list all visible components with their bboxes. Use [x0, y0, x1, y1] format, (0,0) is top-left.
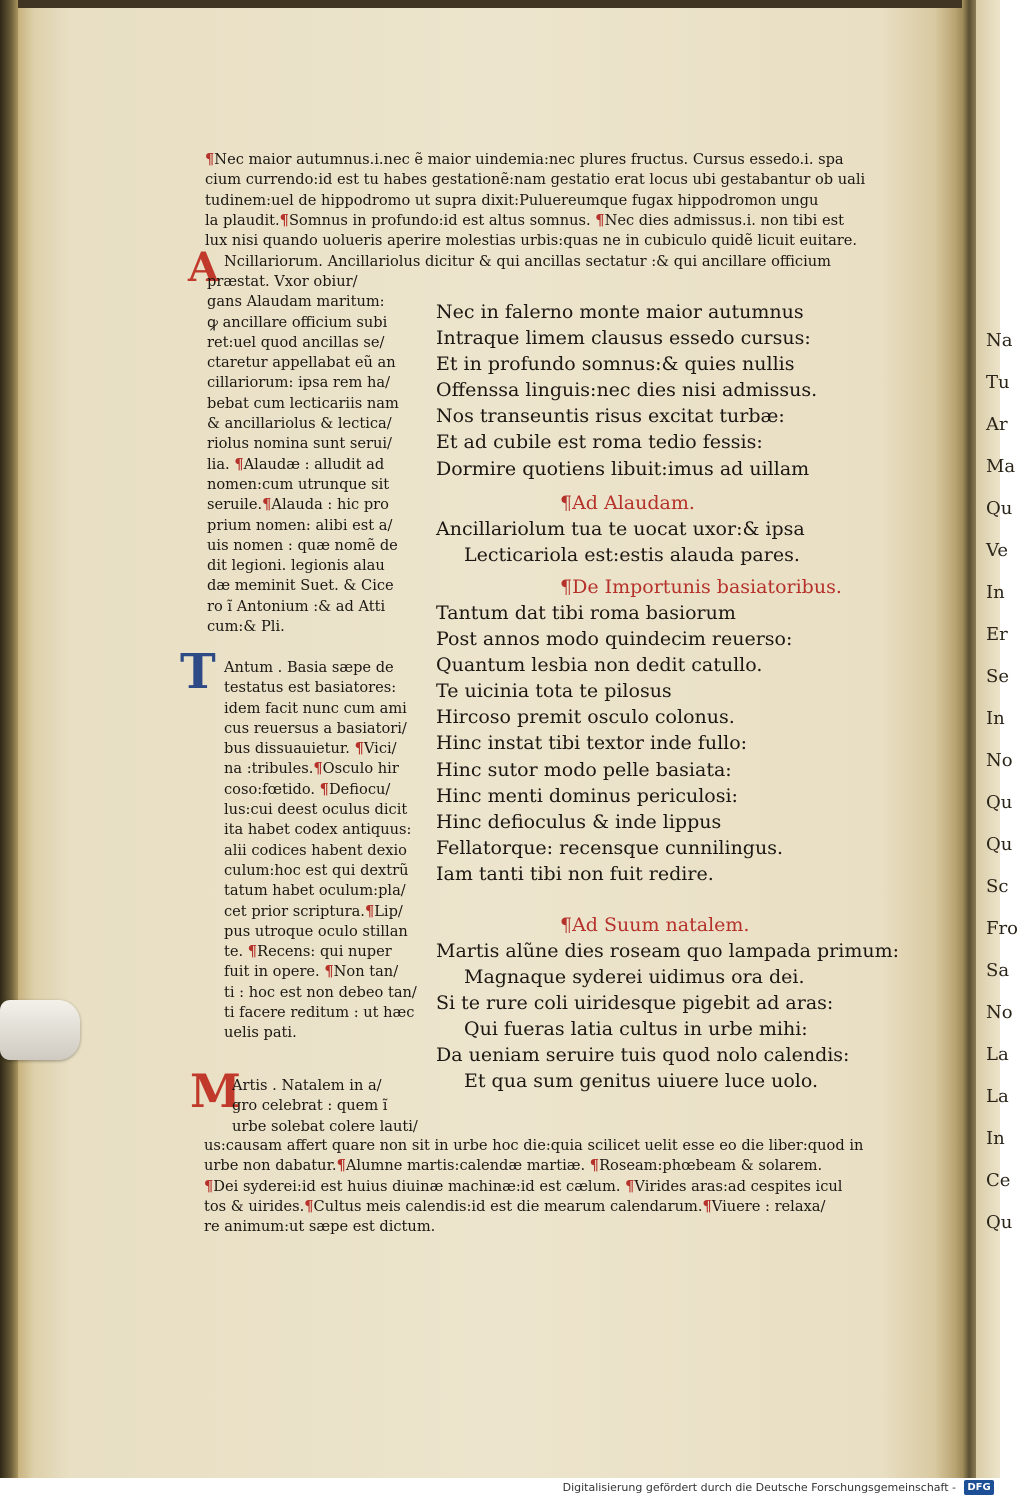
commentary-top: [205, 150, 865, 251]
commentary-ancillariorum: Ncillariorum. Ancillariolus dicitur & qui ancillas sectatur :& qui ancillare officium: [224, 253, 831, 270]
facing-page-fragment: La: [986, 1044, 1009, 1065]
commentary-line: idem facit nunc cum ami: [224, 699, 407, 717]
verse-line: Hircoso premit osculo colonus.: [436, 706, 735, 729]
commentary-line: bus dissuauietur. ¶Vici/: [224, 740, 397, 758]
facing-page-fragment: Qu: [986, 498, 1013, 519]
commentary-line: nomen:cum utrunque sit: [207, 475, 390, 493]
facing-page-fragment: Er: [986, 624, 1008, 645]
paragraph-mark: ¶: [247, 943, 258, 961]
commentary-line: cus reuersus a basiatori/: [224, 719, 407, 737]
commentary-left-1: [207, 272, 399, 637]
facing-page-fragment: In: [986, 1128, 1005, 1149]
commentary-line: seruile.¶Alauda : hic pro: [207, 496, 389, 514]
commentary-line: tos & uirides.¶Cultus meis calendis:id est die mearum calendarum.¶Viuere : relaxa/: [204, 1197, 826, 1215]
commentary-line: ctaretur appellabat eũ an: [207, 354, 396, 372]
verse-line: Quantum lesbia non dedit catullo.: [436, 654, 763, 677]
commentary-line: testatus est basiatores:: [224, 679, 397, 697]
commentary-line: uelis pati.: [224, 1024, 297, 1042]
verse-line: Te uicinia tota te pilosus: [436, 680, 672, 703]
commentary-line: cium currendo:id est tu habes gestationẽ:nam gestatio erat locus ubi gestabantur ob uali: [205, 171, 866, 189]
facing-page-fragment: Ve: [986, 540, 1008, 561]
verse-line: Et in profundo somnus:& quies nullis: [436, 353, 795, 376]
verse-line: Et ad cubile est roma tedio fessis:: [436, 431, 763, 454]
commentary-line: urbe solebat colere lauti/: [232, 1117, 418, 1135]
paragraph-mark: ¶: [625, 1177, 635, 1195]
commentary-line: coso:fœtido. ¶Defiocu/: [224, 780, 391, 798]
commentary-line: pus utroque oculo stillan: [224, 922, 408, 940]
top-edge: [0, 0, 1000, 8]
commentary-line: cet prior scriptura.¶Lip/: [224, 902, 403, 920]
facing-page-fragment: Sc: [986, 876, 1009, 897]
paragraph-mark: ¶: [319, 780, 329, 798]
heading-ad-alaudam: ¶Ad Alaudam.: [560, 492, 695, 514]
commentary-line: ro ĩ Antonium :& ad Atti: [207, 597, 386, 615]
commentary-line: urbe non dabatur.¶Alumne martis:calendæ martiæ. ¶Roseam:phœbeam & solarem.: [204, 1157, 823, 1175]
verse-line: Da ueniam seruire tuis quod nolo calendis:: [436, 1044, 850, 1067]
commentary-line: Antum . Basia sæpe de: [224, 659, 394, 676]
commentary-line: dit legioni. legionis alau: [207, 557, 385, 575]
commentary-line: ¶Dei syderei:id est huius diuinæ machinæ:id est cælum. ¶Virides aras:ad cespites icul: [204, 1177, 843, 1195]
commentary-line: cum:& Pli.: [207, 618, 285, 636]
heading-de-importunis: ¶De Importunis basiatoribus.: [560, 576, 842, 598]
paragraph-mark: ¶: [279, 211, 289, 229]
paragraph-mark: ¶: [204, 1177, 214, 1195]
poem-basiatoribus: [436, 600, 792, 887]
verse-line: Offenssa linguis:nec dies nisi admissus.: [436, 379, 818, 402]
facing-page-fragment: Ce: [986, 1170, 1011, 1191]
page-clip: [0, 1000, 80, 1060]
facing-page-fragment: No: [986, 1002, 1013, 1023]
commentary-line: Artis . Natalem in a/: [232, 1077, 382, 1094]
commentary-line: fuit in opere. ¶Non tan/: [224, 963, 399, 981]
paragraph-mark: ¶: [205, 151, 215, 168]
commentary-line: culum:hoc est qui dextrũ: [224, 861, 409, 879]
commentary-line: ¶Nec maior autumnus.i.nec ẽ maior uindemia:nec plures fructus. Cursus essedo.i. spa: [205, 151, 844, 168]
commentary-line: lia. ¶Alaudæ : alludit ad: [207, 455, 385, 473]
commentary-left-3: [232, 1076, 418, 1137]
paragraph-mark: ¶: [595, 211, 605, 229]
paragraph-mark: ¶: [234, 455, 244, 473]
paragraph-mark: ¶: [313, 760, 323, 778]
poem-natalem: [436, 938, 899, 1095]
facing-page-fragment: Ar: [986, 414, 1008, 435]
verse-line: Et qua sum genitus uiuere luce uolo.: [464, 1070, 819, 1093]
commentary-line: alii codices habent dexio: [224, 841, 407, 859]
commentary-line: la plaudit.¶Somnus in profundo:id est altus somnus. ¶Nec dies admissus.i. non tibi est: [205, 211, 844, 229]
verse-line: Lecticariola est:estis alauda pares.: [464, 544, 800, 567]
verse-line: Si te rure coli uiridesque pigebit ad aras:: [436, 992, 834, 1015]
commentary-line: ret:uel quod ancillas se/: [207, 333, 385, 351]
commentary-line: uis nomen : quæ nomẽ de: [207, 536, 398, 554]
verse-line: Intraque limem clausus essedo cursus:: [436, 327, 811, 350]
verse-line: Nos transeuntis risus excitat turbæ:: [436, 405, 785, 428]
facing-page-fragment: No: [986, 750, 1013, 771]
commentary-line: prium nomen: alibi est a/: [207, 516, 393, 534]
facing-page-fragment: Ma: [986, 456, 1016, 477]
page-gutter: [962, 0, 976, 1478]
facing-page-fragment: La: [986, 1086, 1009, 1107]
initial-t: T: [180, 644, 216, 700]
paragraph-mark: ¶: [364, 902, 375, 920]
facing-page-fragment: Sa: [986, 960, 1010, 981]
commentary-line: us:causam affert quare non sit in urbe hoc die:quia scilicet uelit esse eo die liber:quod in: [204, 1137, 864, 1154]
verse-line: Iam tanti tibi non fuit redire.: [436, 862, 714, 885]
facing-page-fragment: In: [986, 708, 1005, 729]
paragraph-mark: ¶: [702, 1197, 712, 1215]
facing-page-fragment: Se: [986, 666, 1009, 687]
facing-page-fragment: In: [986, 582, 1005, 603]
commentary-line: tudinem:uel de hippodromo ut supra dixit:Puluereumque fugax hippodromon ungu: [205, 191, 819, 209]
footer-bar: [0, 1478, 1000, 1498]
commentary-line: bebat cum lecticariis nam: [207, 394, 399, 412]
facing-page-fragment: Na: [986, 330, 1013, 351]
initial-a: A: [188, 244, 220, 291]
verse-line: Fellatorque: recensque cunnilingus.: [436, 836, 784, 859]
verse-line: Hinc menti dominus periculosi:: [436, 784, 738, 807]
paragraph-mark: ¶: [336, 1157, 346, 1175]
commentary-left-2: [224, 658, 417, 1044]
poem-falerno: [436, 299, 817, 482]
commentary-line: tatum habet oculum:pla/: [224, 882, 406, 900]
commentary-line: lux nisi quando uolueris aperire molestias urbis:quas ne in cubiculo quidẽ licuit euitare.: [205, 232, 858, 250]
verse-line: Hinc instat tibi textor inde fullo:: [436, 732, 748, 755]
verse-line: Hinc sutor modo pelle basiata:: [436, 758, 732, 781]
commentary-line: dæ meminit Suet. & Cice: [207, 577, 394, 595]
verse-line: Ancillariolum tua te uocat uxor:& ipsa: [436, 518, 805, 540]
footer-credit: Digitalisierung gefördert durch die Deutsche Forschungsgemeinschaft -: [562, 1481, 956, 1494]
commentary-line: gans Alaudam maritum:: [207, 293, 385, 311]
poem-alaudam: [436, 516, 805, 568]
verse-line: Nec in falerno monte maior autumnus: [436, 301, 804, 323]
commentary-line: te. ¶Recens: qui nuper: [224, 943, 392, 961]
initial-m: M: [190, 1064, 241, 1118]
commentary-line: riolus nomina sunt serui/: [207, 435, 392, 453]
facing-page-fragment: Qu: [986, 834, 1013, 855]
commentary-line: ti : hoc est non debeo tan/: [224, 983, 417, 1001]
commentary-line: lus:cui deest oculus dicit: [224, 801, 408, 819]
paragraph-mark: ¶: [304, 1197, 314, 1215]
verse-line: Magnaque syderei uidimus ora dei.: [464, 966, 805, 989]
dfg-logo: DFG: [964, 1480, 994, 1495]
paragraph-mark: ¶: [589, 1157, 600, 1175]
facing-page-fragment: Qu: [986, 1212, 1013, 1233]
commentary-line: gro celebrat : quem ĩ: [232, 1097, 388, 1115]
verse-line: Martis alũne dies roseam quo lampada primum:: [436, 940, 900, 962]
verse-line: Qui fueras latia cultus in urbe mihi:: [464, 1018, 808, 1041]
commentary-line: ti facere reditum : ut hæc: [224, 1004, 415, 1022]
book-spine: [0, 0, 18, 1478]
commentary-bottom: [204, 1136, 863, 1237]
commentary-line: ita habet codex antiquus:: [224, 821, 412, 839]
paragraph-mark: ¶: [324, 963, 334, 981]
paragraph-mark: ¶: [262, 496, 272, 514]
facing-page-fragment: Fro: [986, 918, 1018, 939]
verse-line: Hinc defioculus & inde lippus: [436, 810, 722, 833]
paragraph-mark: ¶: [354, 740, 364, 758]
facing-page-fragment: Tu: [986, 372, 1010, 393]
commentary-line: re animum:ut sæpe est dictum.: [204, 1218, 436, 1236]
verse-line: Dormire quotiens libuit:imus ad uillam: [436, 457, 810, 480]
commentary-line: præstat. Vxor obiur/: [207, 273, 358, 290]
commentary-line: na :tribules.¶Osculo hir: [224, 760, 399, 778]
commentary-line: & ancillariolus & lectica/: [207, 415, 392, 433]
commentary-line: cillariorum: ipsa rem ha/: [207, 374, 391, 392]
commentary-line: ꝙ ancillare officium subi: [207, 313, 388, 331]
heading-ad-natalem: ¶Ad Suum natalem.: [560, 914, 750, 936]
verse-line: Post annos modo quindecim reuerso:: [436, 628, 793, 651]
facing-page-edge: [976, 0, 1018, 1478]
facing-page-fragment: Qu: [986, 792, 1013, 813]
verse-line: Tantum dat tibi roma basiorum: [436, 602, 736, 624]
